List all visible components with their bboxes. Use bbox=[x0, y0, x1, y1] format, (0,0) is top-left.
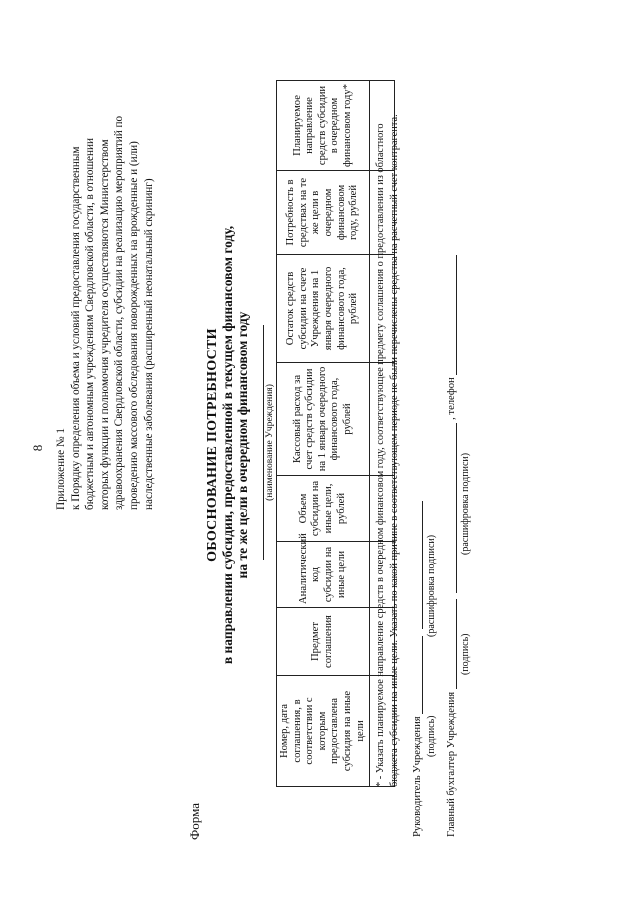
title-line-2: в направлении субсидии, предоставленной в текущем финансовом году, bbox=[220, 225, 235, 665]
column-header: Аналитический код субсидии на иные цели bbox=[277, 542, 370, 608]
column-header: Кассовый расход за счет средств субсидии на 1 января очередного финансового года, рублей bbox=[277, 363, 370, 476]
accountant-decode-caption: (расшифровка подписи) bbox=[460, 452, 471, 555]
footnote bbox=[374, 67, 401, 787]
head-signature-row bbox=[412, 501, 423, 837]
accountant-decode-field[interactable] bbox=[456, 423, 457, 593]
column-header: Потребность в средствах на те же цели в очередном финансовом году, рублей bbox=[277, 171, 370, 255]
accountant-label: Главный бухгалтер Учреждения bbox=[446, 691, 457, 837]
appendix-line: к Порядку определения объема и условий предоставления государственным bbox=[69, 146, 82, 510]
appendix-line: бюджетным и автономным учреждениям Свердловской области, в отношении bbox=[84, 138, 97, 510]
head-label: Руководитель Учреждения bbox=[412, 716, 423, 837]
head-signature-caption: (подпись) bbox=[426, 715, 437, 757]
accountant-signature-row bbox=[446, 255, 457, 837]
appendix-line: Приложение № 1 bbox=[55, 428, 67, 510]
institution-caption: (наименование Учреждения) bbox=[265, 384, 275, 501]
column-header: Предмет соглашения bbox=[277, 608, 370, 676]
footnote-line: бюджета субсидии на иные цели. Указать по какой причине в соответствующем периоде не были перечислены средства на расчетный счет контрагента. bbox=[388, 114, 400, 787]
column-header: Планируемое направление средств субсидии в очередном финансовом году* bbox=[277, 81, 370, 171]
head-decode-caption: (расшифровка подписи) bbox=[426, 534, 437, 637]
title-line-3: на те же цели в очередном финансовом году bbox=[235, 311, 250, 579]
institution-name-field[interactable] bbox=[263, 325, 264, 560]
appendix-header bbox=[54, 55, 156, 510]
form-label: Форма bbox=[187, 803, 202, 840]
appendix-line: здравоохранения Свердловской области, субсидии на реализацию мероприятий по bbox=[113, 115, 126, 510]
accountant-signature-field[interactable] bbox=[456, 599, 457, 689]
title-main: ОБОСНОВАНИЕ ПОТРЕБНОСТИ bbox=[205, 328, 220, 562]
footnote-line: * - Указать планируемое направление средств в очередном финансовом году, соответствующее предмету соглашения о предоставлении из областного bbox=[375, 123, 386, 787]
document-title bbox=[205, 85, 250, 805]
column-header: Номер, дата соглашения, в соответствии с которым предоставлена субсидия на иные цели bbox=[277, 676, 370, 787]
appendix-line: проведению массового обследования новорожденных на врожденные и (или) bbox=[127, 141, 140, 510]
appendix-line: наследственные заболевания (расширенный неонатальный скрининг) bbox=[142, 178, 155, 510]
table-header-row bbox=[277, 81, 370, 787]
phone-label: , телефон bbox=[446, 377, 457, 420]
column-header: Остаток средств субсидии на счете Учреждения на 1 января очередного финансового года, рублей bbox=[277, 255, 370, 363]
phone-field[interactable] bbox=[456, 255, 457, 375]
head-signature-field[interactable] bbox=[422, 636, 423, 714]
page-number: 8 bbox=[30, 444, 45, 452]
column-header: Объем субсидии на иные цели, рублей bbox=[277, 476, 370, 542]
accountant-signature-caption: (подпись) bbox=[460, 633, 471, 675]
head-decode-field[interactable] bbox=[422, 501, 423, 629]
appendix-line: которых функции и полномочия учредителя осуществляются Министерством bbox=[98, 139, 111, 510]
